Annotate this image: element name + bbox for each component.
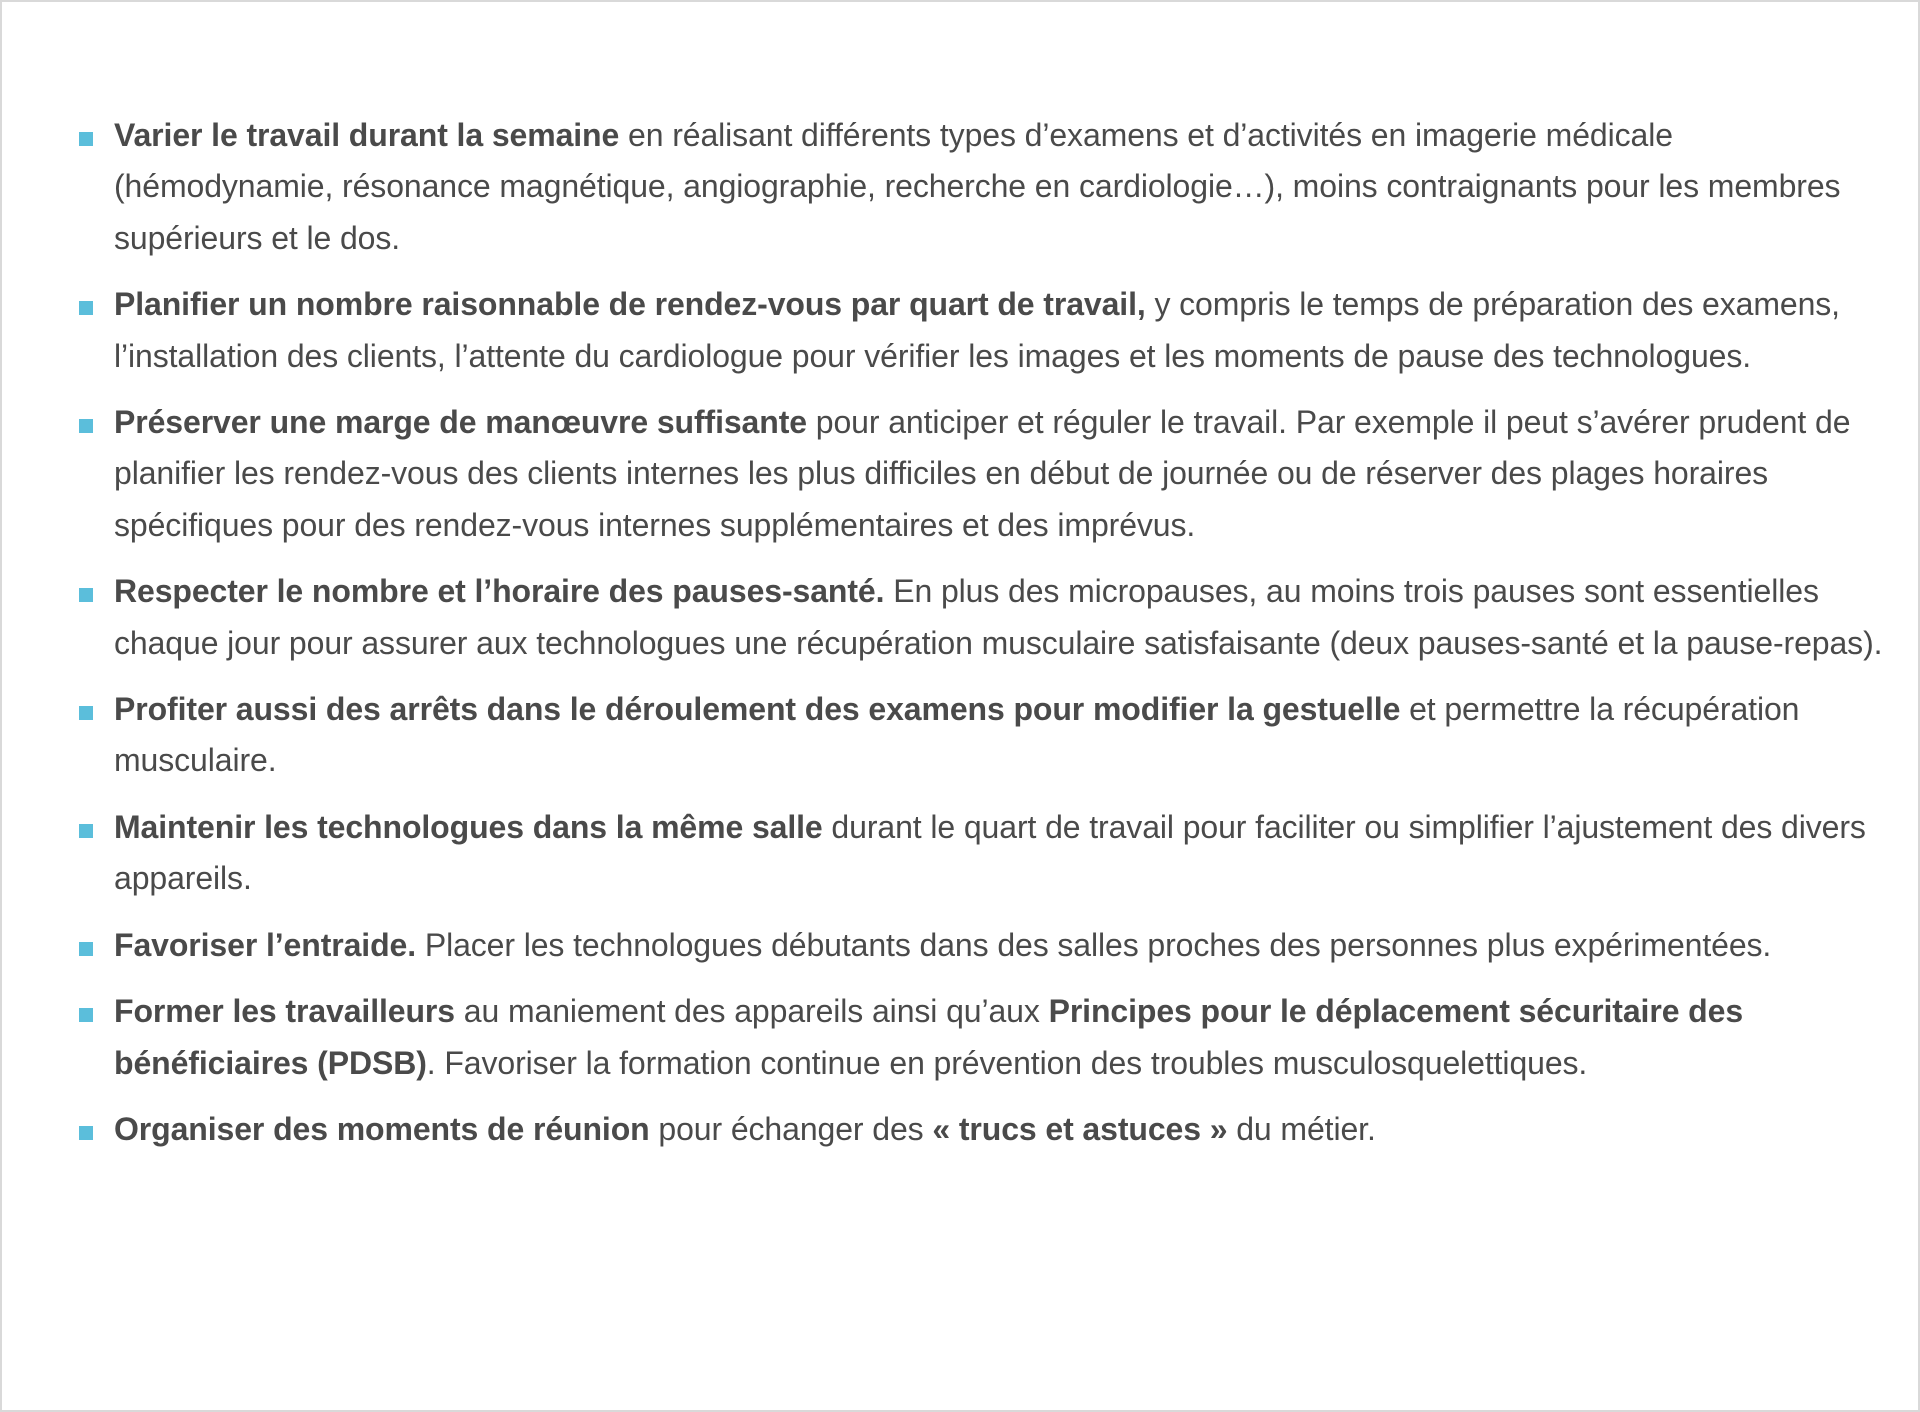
list-item-text — [114, 1104, 1898, 1155]
body-text: au maniement des appareils ainsi qu’aux — [454, 993, 1049, 1030]
square-bullet-icon — [79, 706, 93, 720]
body-text: Placer les technologues débutants dans des salles proches des personnes plus expérimentées. — [416, 926, 1772, 963]
emphasis-text: Profiter aussi des arrêts dans le déroulement des examens pour modifier la gestuelle — [114, 691, 1401, 728]
body-text: et permettre la récupération musculaire. — [114, 691, 1800, 779]
square-bullet-icon — [79, 1126, 93, 1140]
list-item-text — [114, 279, 1898, 382]
square-bullet-icon — [79, 419, 93, 433]
body-text: pour anticiper et réguler le travail. Par exemple il peut s’avérer prudent de planifier les rendez-vous des clients internes les plus difficiles en début de journée ou de réserver des plages horaires spécifiques pour des rendez-vous internes supplémentaires et des imprévus. — [114, 404, 1851, 543]
list-item — [78, 397, 1898, 551]
square-bullet-icon — [79, 132, 93, 146]
list-item — [78, 920, 1898, 971]
square-bullet-icon — [79, 1008, 93, 1022]
square-bullet-icon — [79, 301, 93, 315]
body-text: En plus des micropauses, au moins trois pauses sont essentielles chaque jour pour assurer aux technologues une récupération musculaire satisfaisante (deux pauses-santé et la pause-repas). — [114, 573, 1883, 661]
body-text: durant le quart de travail pour faciliter ou simplifier l’ajustement des divers appareils. — [114, 808, 1866, 897]
list-item — [78, 566, 1898, 669]
square-bullet-icon — [79, 824, 93, 838]
list-item — [78, 986, 1898, 1089]
body-text: en réalisant différents types d’examens et d’activités en imagerie médicale (hémodynamie, résonance magnétique, angiographie, recherche en cardiologie…), moins contraignants pour les membres supérieurs et le dos. — [114, 117, 1841, 256]
body-text: y compris le temps de préparation des examens, l’installation des clients, l’attente du cardiologue pour vérifier les images et les moments de pause des technologues. — [114, 286, 1840, 374]
list-item-text — [114, 110, 1898, 264]
list-item-text — [114, 566, 1898, 669]
emphasis-text: Favoriser l’entraide. — [114, 926, 417, 963]
list-item-text — [114, 397, 1898, 551]
list-item-text — [114, 802, 1898, 905]
emphasis-text: Varier le travail durant la semaine — [114, 117, 620, 153]
list-item-text — [114, 986, 1898, 1089]
list-item — [78, 1104, 1898, 1155]
emphasis-text: Préserver une marge de manœuvre suffisante — [114, 404, 807, 441]
list-item-text — [114, 920, 1898, 971]
emphasis-text: « trucs et astuces » — [932, 1110, 1228, 1147]
recommendations-list — [78, 110, 1898, 1170]
emphasis-text: Former les travailleurs — [114, 993, 455, 1030]
body-text: . Favoriser la formation continue en prévention des troubles musculosquelettiques. — [426, 1044, 1588, 1081]
body-text: du métier. — [1227, 1110, 1376, 1147]
emphasis-text: Planifier un nombre raisonnable de rendez-vous par quart de travail, — [114, 286, 1146, 323]
emphasis-text: Organiser des moments de réunion — [114, 1110, 650, 1147]
square-bullet-icon — [79, 942, 93, 956]
list-item — [78, 279, 1898, 382]
list-item — [78, 802, 1898, 905]
list-item-text — [114, 684, 1898, 787]
list-item — [78, 684, 1898, 787]
body-text: pour échanger des — [649, 1110, 933, 1147]
emphasis-text: Principes pour le déplacement sécuritaire des bénéficiaires (PDSB) — [114, 993, 1744, 1081]
square-bullet-icon — [79, 588, 93, 602]
emphasis-text: Maintenir les technologues dans la même salle — [114, 808, 823, 845]
list-item — [78, 110, 1898, 264]
emphasis-text: Respecter le nombre et l’horaire des pauses-santé. — [114, 573, 885, 610]
